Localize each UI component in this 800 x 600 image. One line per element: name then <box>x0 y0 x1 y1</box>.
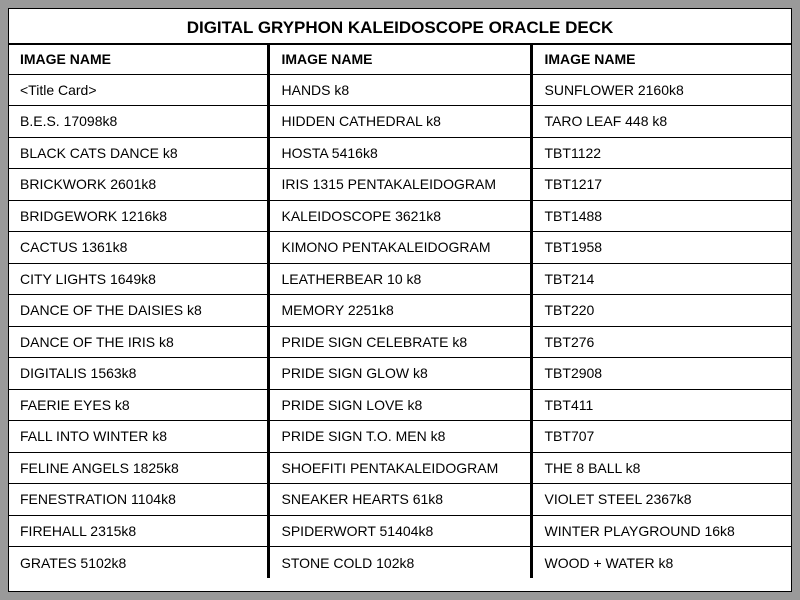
table-cell: B.E.S. 17098k8 <box>8 106 268 138</box>
table-cell: CACTUS 1361k8 <box>8 232 268 264</box>
table-cell: SNEAKER HEARTS 61k8 <box>268 484 531 516</box>
table-row <box>8 295 792 327</box>
table-cell: HIDDEN CATHEDRAL k8 <box>268 106 531 138</box>
table-cell: TARO LEAF 448 k8 <box>531 106 792 138</box>
table-cell: BRICKWORK 2601k8 <box>8 169 268 201</box>
table-cell: TBT220 <box>531 295 792 327</box>
table-row <box>8 547 792 579</box>
table-cell: CITY LIGHTS 1649k8 <box>8 263 268 295</box>
table-cell: THE 8 BALL k8 <box>531 452 792 484</box>
table-cell: HANDS k8 <box>268 74 531 106</box>
table-cell: PRIDE SIGN CELEBRATE k8 <box>268 326 531 358</box>
table-row <box>8 484 792 516</box>
table-row <box>8 169 792 201</box>
table-cell: <Title Card> <box>8 74 268 106</box>
table-cell: DANCE OF THE DAISIES k8 <box>8 295 268 327</box>
table-cell: FALL INTO WINTER k8 <box>8 421 268 453</box>
table-cell: PRIDE SIGN T.O. MEN k8 <box>268 421 531 453</box>
table-cell: TBT411 <box>531 389 792 421</box>
table-cell: KALEIDOSCOPE 3621k8 <box>268 200 531 232</box>
table-row <box>8 452 792 484</box>
table-cell: PRIDE SIGN GLOW k8 <box>268 358 531 390</box>
image-name-table <box>8 45 792 578</box>
table-row <box>8 515 792 547</box>
table-cell: FAERIE EYES k8 <box>8 389 268 421</box>
table-cell: BRIDGEWORK 1216k8 <box>8 200 268 232</box>
table-cell: TBT1488 <box>531 200 792 232</box>
table-cell: TBT2908 <box>531 358 792 390</box>
column-header: IMAGE NAME <box>8 45 268 74</box>
table-cell: SPIDERWORT 51404k8 <box>268 515 531 547</box>
table-cell: SHOEFITI PENTAKALEIDOGRAM <box>268 452 531 484</box>
table-row <box>8 106 792 138</box>
table-row <box>8 326 792 358</box>
table-cell: PRIDE SIGN LOVE k8 <box>268 389 531 421</box>
table-cell: TBT1958 <box>531 232 792 264</box>
table-cell: TBT707 <box>531 421 792 453</box>
table-cell: FIREHALL 2315k8 <box>8 515 268 547</box>
document-sheet <box>8 8 792 592</box>
table-cell: TBT1122 <box>531 137 792 169</box>
table-cell: TBT214 <box>531 263 792 295</box>
table-cell: WOOD + WATER k8 <box>531 547 792 579</box>
table-row <box>8 263 792 295</box>
table-body <box>8 74 792 578</box>
table-cell: KIMONO PENTAKALEIDOGRAM <box>268 232 531 264</box>
table-row <box>8 74 792 106</box>
table-row <box>8 200 792 232</box>
table-cell: TBT276 <box>531 326 792 358</box>
table-cell: WINTER PLAYGROUND 16k8 <box>531 515 792 547</box>
table-cell: VIOLET STEEL 2367k8 <box>531 484 792 516</box>
document-title: DIGITAL GRYPHON KALEIDOSCOPE ORACLE DECK <box>9 9 791 45</box>
table-header-row <box>8 45 792 74</box>
table-cell: GRATES 5102k8 <box>20 554 127 571</box>
table-row <box>8 358 792 390</box>
table-row <box>8 421 792 453</box>
column-header: IMAGE NAME <box>531 45 792 74</box>
table-cell: BLACK CATS DANCE k8 <box>8 137 268 169</box>
table-cell: IRIS 1315 PENTAKALEIDOGRAM <box>268 169 531 201</box>
table-cell: MEMORY 2251k8 <box>268 295 531 327</box>
table-row <box>8 389 792 421</box>
table-cell: FELINE ANGELS 1825k8 <box>8 452 268 484</box>
table-row <box>8 137 792 169</box>
table-row <box>8 232 792 264</box>
column-header: IMAGE NAME <box>268 45 531 74</box>
table-cell: DIGITALIS 1563k8 <box>8 358 268 390</box>
table-cell: SUNFLOWER 2160k8 <box>531 74 792 106</box>
table-cell: DANCE OF THE IRIS k8 <box>8 326 268 358</box>
table-cell: HOSTA 5416k8 <box>268 137 531 169</box>
table-cell: LEATHERBEAR 10 k8 <box>268 263 531 295</box>
table-cell: STONE COLD 102k8 <box>268 547 531 579</box>
table-cell: TBT1217 <box>531 169 792 201</box>
table-cell: FENESTRATION 1104k8 <box>8 484 268 516</box>
